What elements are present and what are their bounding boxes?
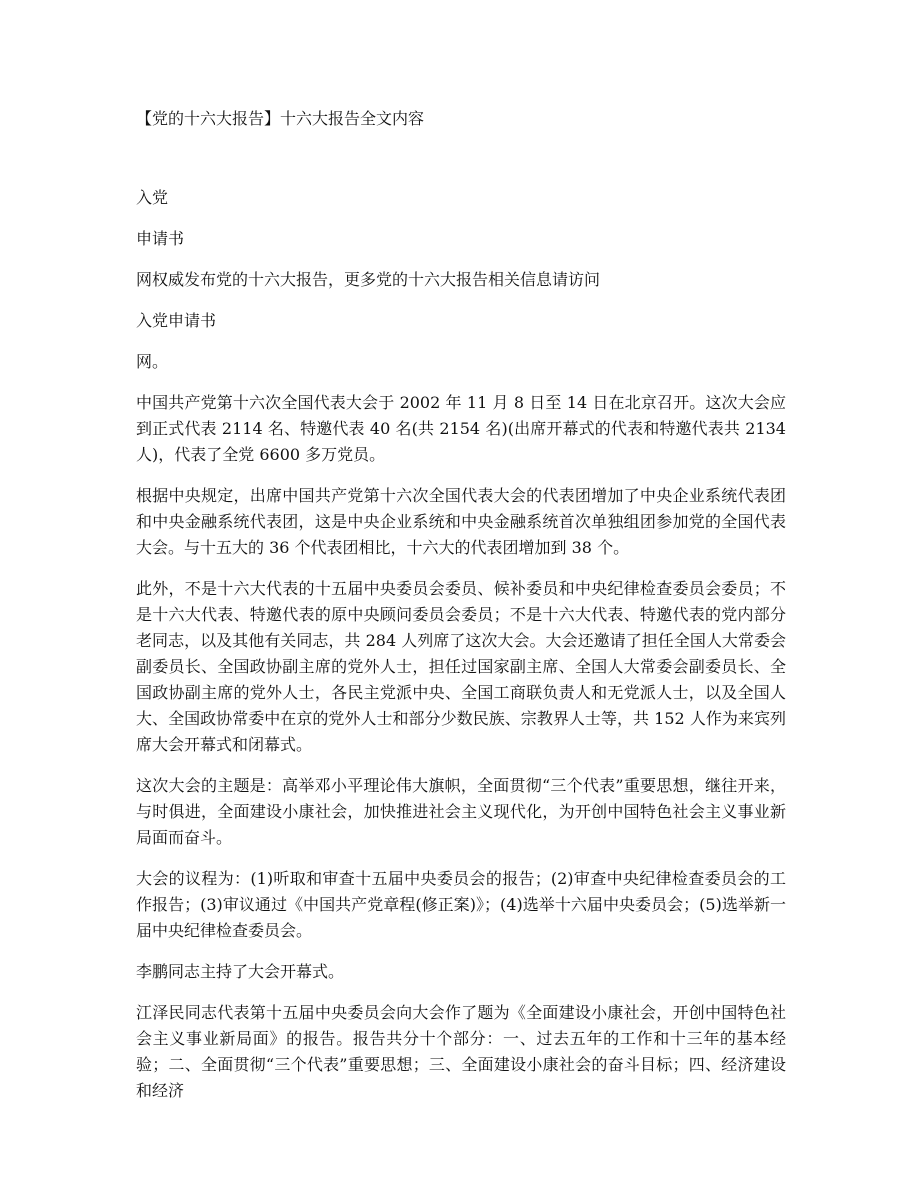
paragraph-3: 网权威发布党的十六大报告，更多党的十六大报告相关信息请访问 [136, 270, 601, 289]
paragraph-7: 根据中央规定，出席中国共产党第十六次全国代表大会的代表团增加了中央企业系统代表团和中央金融系统代表团，这是中央企业系统和中央金融系统首次单独组团参加党的全国代表大会。与十五大的 36 个代表团相比，十六大的代表团增加到 38 个。 [136, 486, 786, 557]
document-title: 【党的十六大报告】十六大报告全文内容 [136, 109, 425, 128]
paragraph-2: 申请书 [136, 229, 185, 248]
paragraph-6: 中国共产党第十六次全国代表大会于 2002 年 11 月 8 日至 14 日在北京召开。这次大会应到正式代表 2114 名、特邀代表 40 名(共 2154 名)(出席开幕式的代表和特邀代表共 2134 人)，代表了全党 6600 多万党员。 [136, 393, 786, 464]
paragraph-9: 这次大会的主题是：高举邓小平理论伟大旗帜，全面贯彻“三个代表”重要思想，继往开来，与时俱进，全面建设小康社会，加快推进社会主义现代化，为开创中国特色社会主义事业新局面而奋斗。 [136, 776, 786, 847]
paragraph-5: 网。 [136, 352, 169, 371]
paragraph-11: 李鹏同志主持了大会开幕式。 [136, 962, 345, 981]
paragraph-4: 入党申请书 [136, 311, 217, 330]
document-body [136, 185, 786, 1119]
paragraph-10: 大会的议程为：(1)听取和审查十五届中央委员会的报告；(2)审查中央纪律检查委员会的工作报告；(3)审议通过《中国共产党章程(修正案)》；(4)选举十六届中央委员会；(5)选举新一届中央纪律检查委员会。 [136, 869, 786, 940]
paragraph-1: 入党 [136, 188, 169, 207]
paragraph-12: 江泽民同志代表第十五届中央委员会向大会作了题为《全面建设小康社会，开创中国特色社会主义事业新局面》的报告。报告共分十个部分：一、过去五年的工作和十三年的基本经验；二、全面贯彻“三个代表”重要思想；三、全面建设小康社会的奋斗目标；四、经济建设和经济 [136, 1003, 786, 1100]
paragraph-8: 此外，不是十六大代表的十五届中央委员会委员、候补委员和中央纪律检查委员会委员；不是十六大代表、特邀代表的原中央顾问委员会委员；不是十六大代表、特邀代表的党内部分老同志，以及其他有关同志，共 284 人列席了这次大会。大会还邀请了担任全国人大常委会副委员长、全国政协副主席的党外人士，担任过国家副主席、全国人大常委会副委员长、全国政协副主席的党外人士，各民主党派中央、全国工商联负责人和无党派人士，以及全国人大、全国政协常委中在京的党外人士和部分少数民族、宗教界人士等，共 152 人作为来宾列席大会开幕式和闭幕式。 [136, 579, 786, 754]
